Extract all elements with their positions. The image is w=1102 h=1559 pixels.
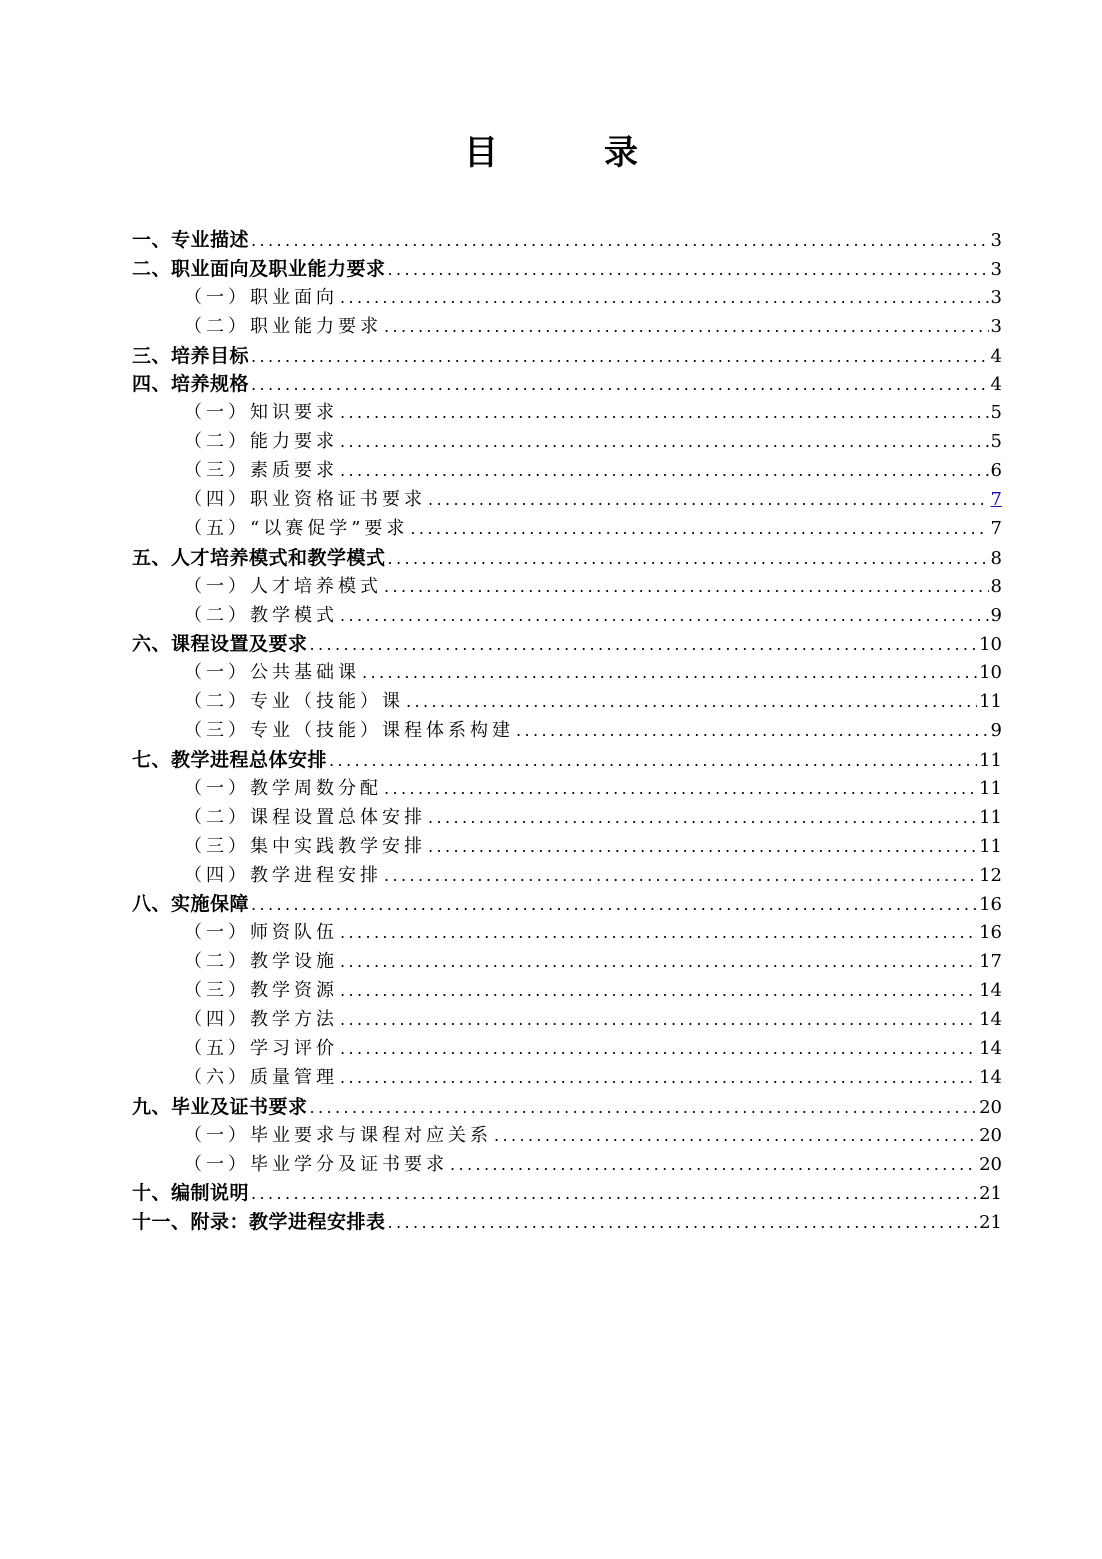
- toc-dot-leader: [340, 1064, 977, 1093]
- toc-section-entry[interactable]: [132, 1208, 1002, 1237]
- toc-entry-title: 十、编制说明: [132, 1182, 250, 1205]
- toc-page-number: 14: [979, 1009, 1002, 1031]
- toc-subsection-entry[interactable]: [132, 457, 1002, 486]
- toc-subsection-entry[interactable]: [132, 1151, 1002, 1180]
- toc-entry-title: （一）职业面向: [184, 286, 338, 308]
- toc-page-number: 16: [979, 894, 1002, 916]
- toc-entry-title: （一）教学周数分配: [184, 777, 382, 799]
- toc-dot-leader: [384, 313, 989, 342]
- toc-entry-title: （四）职业资格证书要求: [184, 489, 426, 511]
- toc-entry-title: 六、课程设置及要求: [132, 633, 308, 656]
- toc-page-number: 7: [990, 517, 1002, 539]
- toc-page-number: 3: [990, 286, 1002, 308]
- toc-page-number: 17: [979, 951, 1002, 973]
- toc-page-number: 6: [990, 460, 1002, 482]
- toc-dot-leader: [310, 631, 978, 660]
- toc-page-number: 21: [979, 1183, 1002, 1205]
- toc-entry-title: 九、毕业及证书要求: [132, 1095, 308, 1118]
- toc-page-number: 8: [990, 575, 1002, 597]
- toc-subsection-entry[interactable]: [132, 399, 1002, 428]
- toc-dot-leader: [340, 1035, 977, 1064]
- toc-page-number: 11: [979, 835, 1002, 857]
- toc-entry-title: （二）教学模式: [184, 604, 338, 626]
- toc-dot-leader: [384, 573, 989, 602]
- toc-dot-leader: [340, 428, 989, 457]
- toc-page-number: 16: [979, 922, 1002, 944]
- toc-page-number: 5: [990, 402, 1002, 424]
- toc-subsection-entry[interactable]: [132, 775, 1002, 804]
- toc-entry-title: （二）能力要求: [184, 431, 338, 453]
- toc-subsection-entry[interactable]: [132, 1035, 1002, 1064]
- toc-page-number: 14: [979, 1066, 1002, 1088]
- toc-subsection-entry[interactable]: [132, 659, 1002, 688]
- toc-subsection-entry[interactable]: [132, 862, 1002, 891]
- toc-dot-leader: [384, 862, 977, 891]
- toc-page-number: 4: [990, 345, 1002, 367]
- toc-dot-leader: [384, 775, 977, 804]
- toc-entry-title: （三）教学资源: [184, 980, 338, 1002]
- toc-dot-leader: [340, 602, 989, 631]
- toc-entry-title: 八、实施保障: [132, 893, 250, 916]
- toc-subsection-entry[interactable]: [132, 804, 1002, 833]
- toc-page-number: 4: [990, 374, 1002, 396]
- toc-page-number: 9: [990, 604, 1002, 626]
- toc-dot-leader: [450, 1151, 977, 1180]
- toc-entry-title: （二）教学设施: [184, 951, 338, 973]
- toc-section-entry[interactable]: [132, 255, 1002, 284]
- toc-entry-title: （二）专业（技能）课: [184, 691, 404, 713]
- toc-subsection-entry[interactable]: [132, 919, 1002, 948]
- toc-subsection-entry[interactable]: [132, 1122, 1002, 1151]
- toc-subsection-entry[interactable]: [132, 284, 1002, 313]
- toc-entry-title: （一）知识要求: [184, 402, 338, 424]
- toc-entry-title: （四）教学方法: [184, 1009, 338, 1031]
- toc-entry-title: 五、人才培养模式和教学模式: [132, 546, 386, 569]
- toc-dot-leader: [251, 371, 989, 400]
- toc-dot-leader: [340, 1006, 977, 1035]
- toc-subsection-entry[interactable]: [132, 602, 1002, 631]
- toc-subsection-entry[interactable]: [132, 1006, 1002, 1035]
- toc-page-number: 11: [979, 691, 1002, 713]
- toc-entry-title: （三）素质要求: [184, 460, 338, 482]
- toc-page-number: 20: [979, 1153, 1002, 1175]
- toc-dot-leader: [406, 688, 977, 717]
- toc-dot-leader: [329, 747, 977, 776]
- toc-dot-leader: [410, 515, 988, 544]
- toc-section-entry[interactable]: [132, 630, 1002, 659]
- toc-entry-title: （三）专业（技能）课程体系构建: [184, 720, 514, 742]
- toc-page-number: 3: [990, 258, 1002, 280]
- toc-entry-title: 三、培养目标: [132, 344, 250, 367]
- toc-page-number: 14: [979, 1037, 1002, 1059]
- toc-section-entry[interactable]: [132, 544, 1002, 573]
- toc-page-number: 8: [990, 547, 1002, 569]
- toc-entry-title: （一）毕业要求与课程对应关系: [184, 1124, 492, 1146]
- toc-section-entry[interactable]: [132, 370, 1002, 399]
- toc-subsection-entry[interactable]: [132, 1064, 1002, 1093]
- toc-entry-title: （一）毕业学分及证书要求: [184, 1153, 448, 1175]
- toc-section-entry[interactable]: [132, 746, 1002, 775]
- toc-subsection-entry[interactable]: [132, 428, 1002, 457]
- toc-dot-leader: [428, 833, 977, 862]
- toc-page-number: 10: [979, 662, 1002, 684]
- toc-dot-leader: [428, 804, 977, 833]
- toc-subsection-entry[interactable]: [132, 573, 1002, 602]
- toc-section-entry[interactable]: [132, 890, 1002, 919]
- toc-dot-leader: [516, 717, 989, 746]
- toc-entry-title: （一）公共基础课: [184, 662, 360, 684]
- toc-entry-title: 七、教学进程总体安排: [132, 749, 328, 772]
- toc-dot-leader: [310, 1094, 978, 1123]
- toc-dot-leader: [340, 284, 989, 313]
- toc-subsection-entry[interactable]: [132, 948, 1002, 977]
- toc-dot-leader: [388, 1209, 978, 1238]
- toc-entry-title: （四）教学进程安排: [184, 864, 382, 886]
- toc-page-number: 20: [979, 1124, 1002, 1146]
- toc-entry-title: （二）职业能力要求: [184, 315, 382, 337]
- page-title: 目 录: [464, 133, 674, 173]
- toc-entry-title: （五）学习评价: [184, 1037, 338, 1059]
- toc-subsection-entry[interactable]: [132, 486, 1002, 515]
- toc-entry-title: （五）“以赛促学”要求: [184, 517, 409, 539]
- toc-section-entry[interactable]: [132, 342, 1002, 371]
- toc-dot-leader: [388, 256, 989, 285]
- toc-section-entry[interactable]: [132, 1093, 1002, 1122]
- toc-dot-leader: [340, 457, 989, 486]
- toc-entry-title: 十一、附录：教学进程安排表: [132, 1211, 386, 1234]
- toc-section-entry[interactable]: [132, 226, 1002, 255]
- toc-entry-title: （一）人才培养模式: [184, 575, 382, 597]
- toc-dot-leader: [251, 1180, 977, 1209]
- toc-dot-leader: [340, 399, 989, 428]
- toc-entry-title: （六）质量管理: [184, 1066, 338, 1088]
- toc-subsection-entry[interactable]: [132, 717, 1002, 746]
- toc-dot-leader: [428, 486, 989, 515]
- toc-page-number: 3: [990, 230, 1002, 251]
- toc-dot-leader: [251, 891, 977, 920]
- toc-subsection-entry[interactable]: [132, 833, 1002, 862]
- toc-page-number: 20: [979, 1096, 1002, 1118]
- toc-page-link[interactable]: 7: [990, 489, 1002, 511]
- toc-dot-leader: [388, 545, 989, 574]
- toc-entry-title: （三）集中实践教学安排: [184, 835, 426, 857]
- toc-subsection-entry[interactable]: [132, 515, 1002, 544]
- toc-entry-title: （二）课程设置总体安排: [184, 806, 426, 828]
- toc-page-number: 11: [979, 777, 1002, 799]
- toc-dot-leader: [362, 659, 977, 688]
- toc-dot-leader: [340, 977, 977, 1006]
- toc-dot-leader: [340, 948, 977, 977]
- toc-entry-title: 四、培养规格: [132, 373, 250, 396]
- toc-page-number: 21: [979, 1212, 1002, 1234]
- toc-subsection-entry[interactable]: [132, 313, 1002, 342]
- toc-page-number: 11: [979, 806, 1002, 828]
- toc-page-number: 5: [990, 431, 1002, 453]
- toc-subsection-entry[interactable]: [132, 977, 1002, 1006]
- toc-entry-title: 一、专业描述: [132, 229, 250, 251]
- toc-page-number: 12: [979, 864, 1002, 886]
- toc-subsection-entry[interactable]: [132, 688, 1002, 717]
- toc-page-number: 14: [979, 980, 1002, 1002]
- toc-section-entry[interactable]: [132, 1179, 1002, 1208]
- toc-dot-leader: [251, 227, 989, 256]
- toc-page-number: 3: [990, 315, 1002, 337]
- table-of-contents: [132, 226, 1002, 1237]
- toc-page-number: 10: [979, 634, 1002, 656]
- toc-entry-title: （一）师资队伍: [184, 922, 338, 944]
- toc-entry-title: 二、职业面向及职业能力要求: [132, 257, 386, 280]
- toc-dot-leader: [251, 343, 989, 372]
- toc-dot-leader: [494, 1122, 977, 1151]
- toc-page-number: 11: [979, 750, 1002, 772]
- toc-page-number: 9: [990, 720, 1002, 742]
- toc-dot-leader: [340, 919, 977, 948]
